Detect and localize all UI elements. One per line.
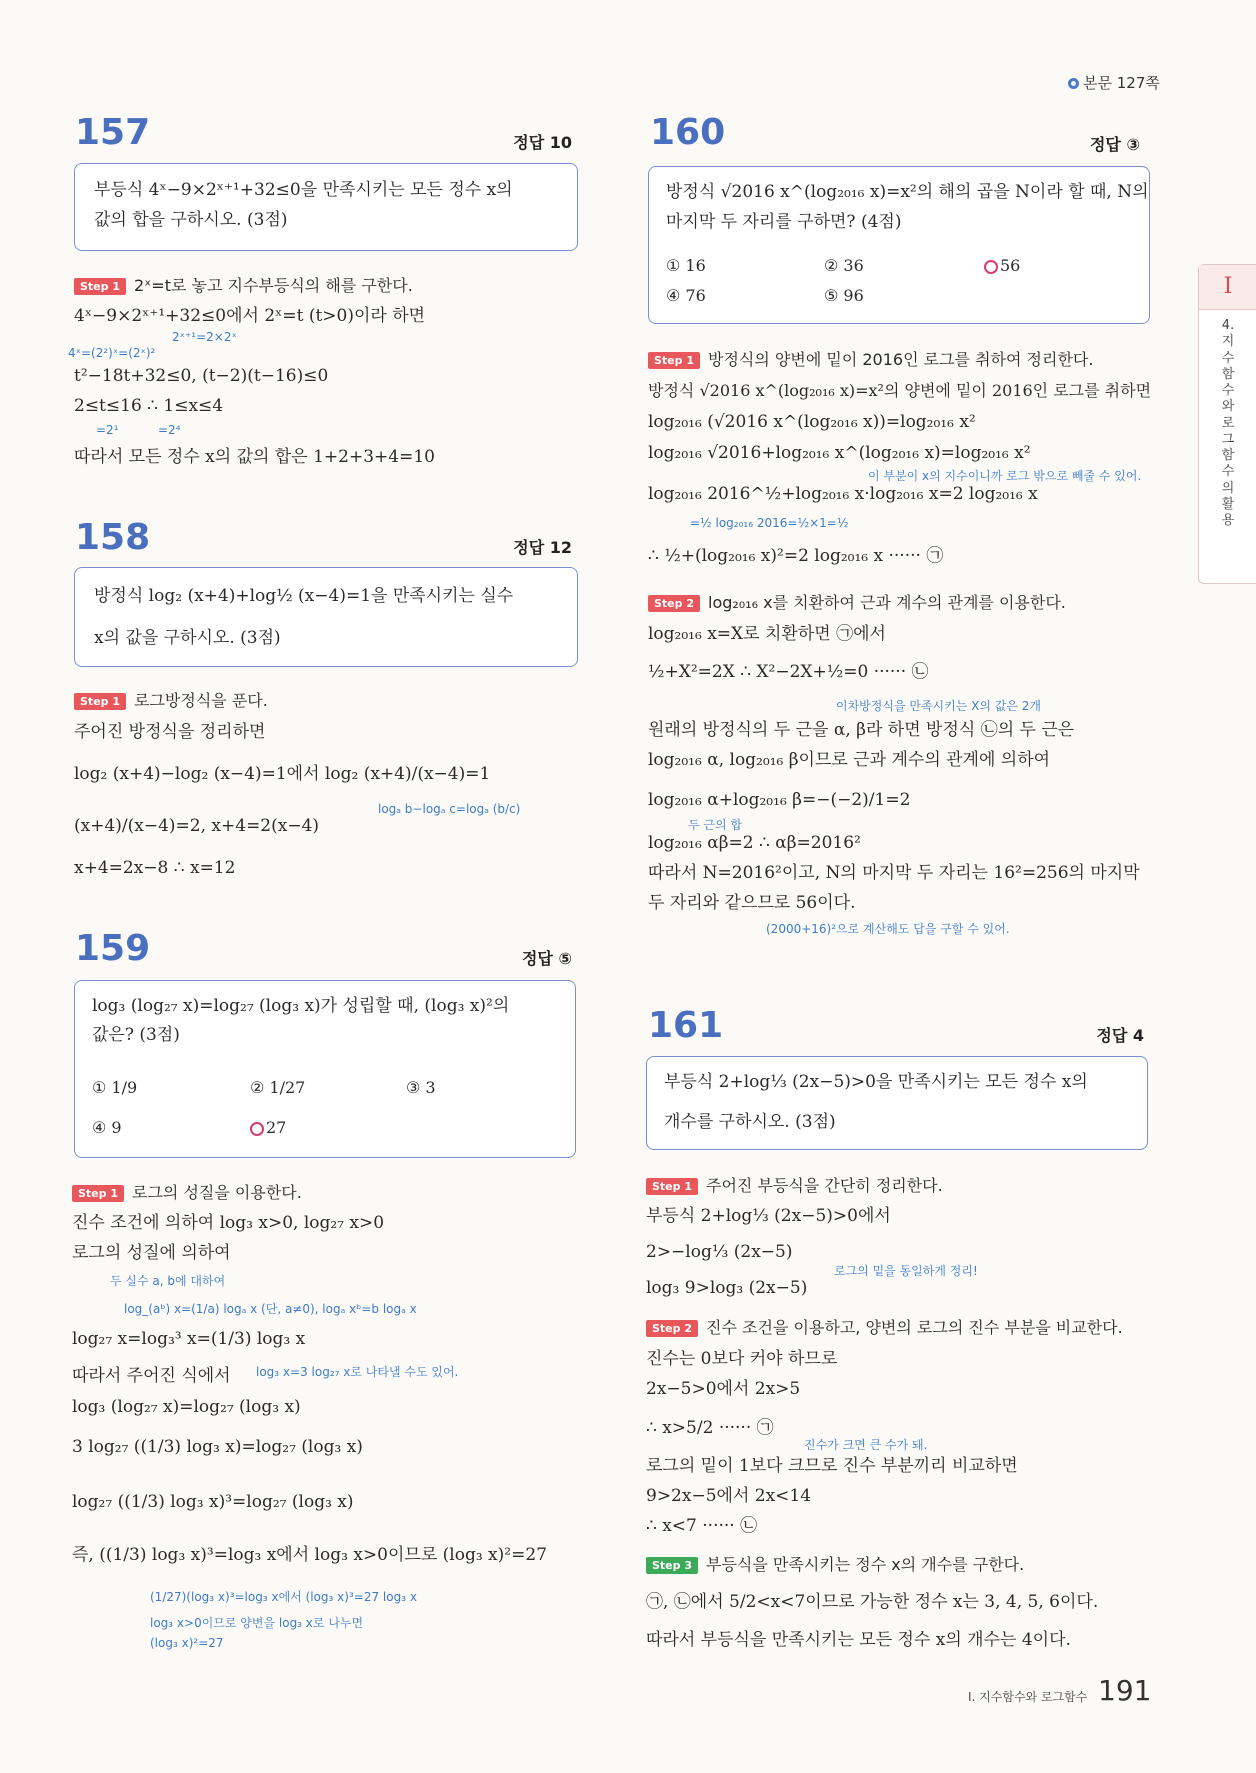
choice-2[interactable]: ② 36: [824, 256, 864, 275]
step-heading: [74, 273, 413, 296]
step-text: 방정식의 양변에 밑이 2016인 로그를 취하여 정리한다.: [708, 350, 1094, 369]
solution-line: 따라서 주어진 식에서: [72, 1366, 231, 1386]
solution-line: 부등식 2+log⅓ (2x−5)>0에서: [646, 1206, 891, 1226]
step-heading: [72, 1180, 302, 1203]
page-number: 191: [1098, 1674, 1152, 1707]
solution-line: log₂₀₁₆ √2016+log₂₀₁₆ x^(log₂₀₁₆ x)=log₂₀₁₆ x²: [648, 443, 1031, 463]
solution-line: 2≤t≤16 ∴ 1≤x≤4: [74, 396, 224, 416]
choice-1[interactable]: ① 1/9: [92, 1078, 138, 1097]
problem-box: [74, 567, 578, 667]
choice-3[interactable]: [984, 256, 1020, 275]
solution-line: 방정식 √2016 x^(log₂₀₁₆ x)=x²의 양변에 밑이 2016인 로그를 취하면: [648, 381, 1152, 400]
solution-line: 4ˣ−9×2ˣ⁺¹+32≤0에서 2ˣ=t (t>0)이라 하면: [74, 306, 426, 326]
problem-number: 157: [75, 112, 151, 153]
problem-text: log₃ (log₂₇ x)=log₂₇ (log₃ x)가 성립할 때, (log₃ x)²의: [92, 996, 510, 1016]
problem-number: 158: [75, 517, 151, 558]
choice-3[interactable]: ③ 3: [406, 1078, 436, 1097]
solution-line: ㉠, ㉡에서 5/2<x<7이므로 가능한 정수 x는 3, 4, 5, 6이다.: [646, 1592, 1099, 1612]
step-tag: Step 1: [74, 693, 126, 710]
choice-text: 27: [266, 1118, 287, 1137]
annotation: (2000+16)²으로 계산해도 답을 구할 수 있어.: [766, 922, 1010, 936]
solution-line: log₂₀₁₆ α+log₂₀₁₆ β=−(−2)/1=2: [648, 790, 911, 810]
footer-section: Ⅰ. 지수함수와 로그함수: [968, 1690, 1088, 1704]
annotation: 진수가 크면 큰 수가 돼.: [804, 1438, 928, 1452]
annotation: 이 부분이 x의 지수이니까 로그 밖으로 빼줄 수 있어.: [868, 469, 1142, 483]
solution-line: log₂₀₁₆ x=X로 치환하면 ㉠에서: [648, 624, 886, 644]
solution-line: log₂₀₁₆ 2016^½+log₂₀₁₆ x·log₂₀₁₆ x=2 log₂₀₁₆ x: [648, 484, 1038, 504]
annotation: =2⁴: [158, 423, 181, 437]
solution-line: (x+4)/(x−4)=2, x+4=2(x−4): [74, 816, 320, 836]
solution-line: 즉, ((1/3) log₃ x)³=log₃ x에서 log₃ x>0이므로 (log₃ x)²=27: [72, 1545, 547, 1565]
choice-2[interactable]: ② 1/27: [250, 1078, 306, 1097]
step-tag: Step 1: [646, 1178, 698, 1195]
step-text: 로그의 성질을 이용한다.: [132, 1183, 302, 1202]
choice-5[interactable]: [250, 1118, 286, 1137]
solution-line: ∴ x<7 ······ ㉡: [646, 1516, 758, 1536]
chapter-title: 4.지수함수와로그함수의활용: [1221, 318, 1235, 528]
problem-text: 값의 합을 구하시오. (3점): [94, 210, 288, 230]
step-text: 로그방정식을 푼다.: [134, 691, 268, 710]
annotation: log₃ x=3 log₂₇ x로 나타낼 수도 있어.: [256, 1365, 459, 1379]
solution-line: ½+X²=2X ∴ X²−2X+½=0 ······ ㉡: [648, 662, 929, 682]
solution-line: 두 자리와 같으므로 56이다.: [648, 893, 856, 913]
problem-text: 부등식 2+log⅓ (2x−5)>0을 만족시키는 모든 정수 x의: [664, 1072, 1088, 1092]
step-text: 부등식을 만족시키는 정수 x의 개수를 구한다.: [706, 1555, 1025, 1574]
annotation: =½ log₂₀₁₆ 2016=½×1=½: [690, 516, 849, 530]
step-tag: Step 1: [648, 352, 700, 369]
answer-check-icon: [250, 1122, 264, 1136]
ref-label: 본문 127쪽: [1083, 74, 1160, 92]
problem-box: [74, 163, 578, 251]
chapter-roman: I: [1199, 265, 1256, 310]
problem-text: x의 값을 구하시오. (3점): [94, 628, 281, 648]
step-tag: Step 2: [648, 595, 700, 612]
annotation: log₃ x>0이므로 양변을 log₃ x로 나누면: [150, 1616, 364, 1630]
annotation: (log₃ x)²=27: [150, 1636, 224, 1650]
solution-line: 로그의 성질에 의하여: [72, 1243, 231, 1263]
solution-line: 진수 조건에 의하여 log₃ x>0, log₂₇ x>0: [72, 1213, 385, 1233]
problem-number: 160: [650, 112, 726, 153]
solution-line: x+4=2x−8 ∴ x=12: [74, 858, 236, 878]
annotation: =2¹: [96, 423, 119, 437]
answer-label: 정답 ③: [1089, 135, 1140, 154]
step-tag: Step 1: [72, 1185, 124, 1202]
choice-text: 56: [1000, 256, 1021, 275]
solution-line: log₂₇ x=log₃³ x=(1/3) log₃ x: [72, 1329, 306, 1349]
problem-number: 159: [75, 928, 151, 969]
step-heading: [648, 347, 1093, 370]
problem-number: 161: [648, 1005, 724, 1046]
solution-line: log₃ (log₂₇ x)=log₂₇ (log₃ x): [72, 1397, 301, 1417]
solution-line: log₂ (x+4)−log₂ (x−4)=1에서 log₂ (x+4)/(x−4)=1: [74, 764, 491, 784]
problem-text: 방정식 log₂ (x+4)+log½ (x−4)=1을 만족시키는 실수: [94, 586, 514, 606]
step-heading: [646, 1552, 1024, 1575]
step-heading: [74, 688, 268, 711]
solution-line: ∴ ½+(log₂₀₁₆ x)²=2 log₂₀₁₆ x ······ ㉠: [648, 546, 944, 566]
circle-icon: [1068, 78, 1079, 89]
solution-line: 9>2x−5에서 2x<14: [646, 1486, 812, 1506]
page-reference: [1068, 72, 1160, 93]
solution-line: 주어진 방정식을 정리하면: [74, 722, 266, 742]
annotation: logₐ b−logₐ c=logₐ (b/c): [378, 802, 521, 816]
choice-4[interactable]: ④ 76: [666, 286, 706, 305]
annotation: 이차방정식을 만족시키는 X의 값은 2개: [836, 699, 1041, 713]
answer-label: 정답 4: [1096, 1026, 1144, 1045]
problem-text: 부등식 4ˣ−9×2ˣ⁺¹+32≤0을 만족시키는 모든 정수 x의: [94, 180, 513, 200]
solution-line: 따라서 모든 정수 x의 값의 합은 1+2+3+4=10: [74, 447, 435, 467]
answer-label: 정답 ⑤: [521, 949, 572, 968]
annotation: (1/27)(log₃ x)³=log₃ x에서 (log₃ x)³=27 log₃ x: [150, 1590, 417, 1604]
solution-line: 3 log₂₇ ((1/3) log₃ x)=log₂₇ (log₃ x): [72, 1437, 363, 1457]
choice-1[interactable]: ① 16: [666, 256, 706, 275]
problem-text: 마지막 두 자리를 구하면? (4점): [666, 212, 902, 232]
problem-text: 개수를 구하시오. (3점): [664, 1112, 836, 1132]
solution-line: 원래의 방정식의 두 근을 α, β라 하면 방정식 ㉡의 두 근은: [648, 720, 1075, 740]
solution-line: 로그의 밑이 1보다 크므로 진수 부분끼리 비교하면: [646, 1456, 1018, 1476]
step-text: 주어진 부등식을 간단히 정리한다.: [706, 1176, 943, 1195]
chapter-tab: [1198, 264, 1256, 584]
annotation: log_(aᵇ) x=(1/a) logₐ x (단, a≠0), logₐ xᵇ=b logₐ x: [124, 1302, 417, 1316]
solution-line: 진수는 0보다 커야 하므로: [646, 1349, 838, 1369]
step-text: log₂₀₁₆ x를 치환하여 근과 계수의 관계를 이용한다.: [708, 593, 1066, 612]
solution-line: 따라서 N=2016²이고, N의 마지막 두 자리는 16²=256의 마지막: [648, 863, 1140, 883]
step-text: 진수 조건을 이용하고, 양변의 로그의 진수 부분을 비교한다.: [706, 1318, 1123, 1337]
solution-line: log₂₇ ((1/3) log₃ x)³=log₂₇ (log₃ x): [72, 1492, 354, 1512]
answer-label: 정답 12: [513, 538, 572, 557]
answer-label: 정답 10: [513, 133, 572, 152]
step-text: 2ˣ=t로 놓고 지수부등식의 해를 구한다.: [134, 276, 413, 295]
annotation: 로그의 밑을 동일하게 정리!: [834, 1264, 978, 1278]
step-tag: Step 1: [74, 278, 126, 295]
step-heading: [646, 1315, 1123, 1338]
solution-line: 2x−5>0에서 2x>5: [646, 1379, 801, 1399]
solution-line: log₂₀₁₆ α, log₂₀₁₆ β이므로 근과 계수의 관계에 의하여: [648, 750, 1051, 770]
problem-box: [646, 1056, 1148, 1150]
answer-check-icon: [984, 260, 998, 274]
problem-text: 값은? (3점): [92, 1025, 180, 1045]
annotation: 두 실수 a, b에 대하여: [110, 1274, 226, 1288]
solution-line: ∴ x>5/2 ······ ㉠: [646, 1418, 774, 1438]
step-tag: Step 3: [646, 1557, 698, 1574]
solution-line: log₃ 9>log₃ (2x−5): [646, 1278, 808, 1298]
annotation: 두 근의 합: [688, 818, 742, 832]
step-heading: [646, 1173, 943, 1196]
annotation: 2ˣ⁺¹=2×2ˣ: [172, 330, 237, 344]
solution-line: t²−18t+32≤0, (t−2)(t−16)≤0: [74, 366, 329, 386]
solution-line: 2>−log⅓ (2x−5): [646, 1242, 793, 1262]
step-tag: Step 2: [646, 1320, 698, 1337]
annotation: 4ˣ=(2²)ˣ=(2ˣ)²: [68, 346, 156, 360]
step-heading: [648, 590, 1066, 613]
choice-5[interactable]: ⑤ 96: [824, 286, 864, 305]
solution-line: 따라서 부등식을 만족시키는 모든 정수 x의 개수는 4이다.: [646, 1630, 1071, 1650]
solution-line: log₂₀₁₆ (√2016 x^(log₂₀₁₆ x))=log₂₀₁₆ x²: [648, 412, 976, 432]
choice-4[interactable]: ④ 9: [92, 1118, 122, 1137]
solution-line: log₂₀₁₆ αβ=2 ∴ αβ=2016²: [648, 833, 861, 853]
problem-text: 방정식 √2016 x^(log₂₀₁₆ x)=x²의 해의 곱을 N이라 할 때, N의: [666, 182, 1149, 202]
